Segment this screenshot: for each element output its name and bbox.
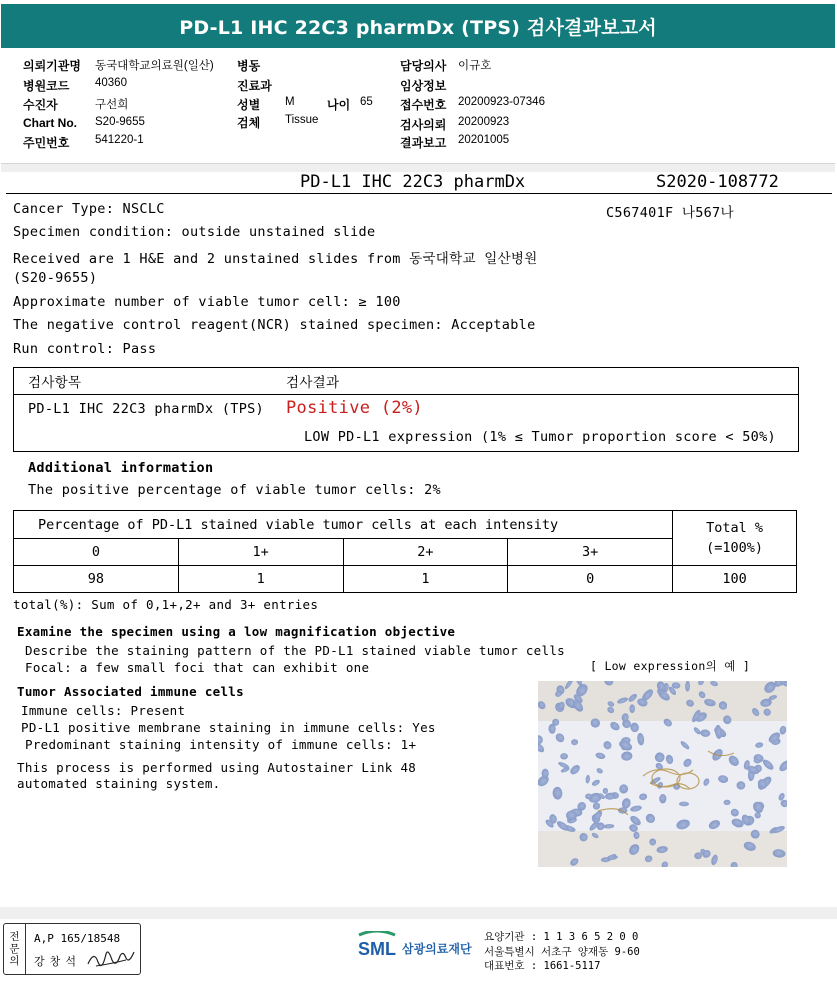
header-row-resident-no [23, 134, 144, 151]
process-line-1: This process is performed using Autostainer Link 48 [17, 760, 417, 775]
intensity-total: 100 [673, 566, 797, 593]
header-row-report-date [400, 134, 509, 151]
lab-address [484, 930, 640, 974]
total-header-line2: (=100%) [706, 540, 763, 556]
header-label: 병원코드 [23, 79, 70, 93]
header-value: M [285, 96, 295, 108]
header-label: 병동 [237, 59, 261, 73]
org-name: 삼광의료재단 [402, 942, 472, 956]
ncr-status: The negative control reagent(NCR) stained specimen: Acceptable [13, 317, 536, 333]
intensity-note: total(%): Sum of 0,1+,2+ and 3+ entries [13, 597, 319, 612]
header-value: Tissue [285, 114, 319, 126]
stamp-license: A,P 165/18548 [34, 932, 121, 945]
stamp-char: 의 [9, 955, 20, 967]
result-positive: Positive (2%) [286, 398, 423, 418]
run-control: Run control: Pass [13, 341, 157, 357]
result-table-header [14, 368, 798, 395]
cell-nucleus [629, 704, 635, 713]
header-row-physician [400, 57, 491, 74]
specimen-code: C567401F 나567나 [606, 205, 734, 221]
header-value: 65 [360, 96, 373, 108]
header-row-ward [237, 57, 285, 74]
result-item: PD-L1 IHC 22C3 pharmDx (TPS) [28, 401, 264, 417]
intensity-value: 98 [14, 566, 179, 593]
header-label: 주민번호 [23, 136, 70, 150]
intensity-value: 0 [508, 566, 673, 593]
header-label: 의뢰기관명 [23, 59, 81, 73]
address-line: 요양기관 : 1 1 3 6 5 2 0 0 [484, 931, 639, 943]
header-label: 성별 [237, 98, 261, 112]
process-line-2: automated staining system. [17, 776, 221, 791]
header-label: 나이 [327, 98, 351, 112]
intensity-level: 1+ [178, 539, 343, 566]
header-label: 검체 [237, 116, 261, 130]
report-title: PD-L1 IHC 22C3 pharmDx (TPS) 검사결과보고서 [1, 4, 835, 48]
header-value: 20200923-07346 [458, 96, 545, 108]
image-caption: [ Low expression의 예 ] [590, 659, 751, 673]
header-row-department [237, 77, 285, 94]
immune-line-2: PD-L1 positive membrane staining in immune cells: Yes [21, 720, 436, 735]
header-label: Chart No. [23, 116, 77, 130]
logo-text: SML [358, 939, 396, 959]
examine-line-1: Describe the staining pattern of the PD-L1 stained viable tumor cells [25, 643, 565, 658]
header-label: 임상정보 [400, 79, 447, 93]
header-divider [1, 164, 835, 172]
result-table [13, 367, 799, 452]
header-label: 수진자 [23, 98, 58, 112]
total-header [673, 511, 797, 566]
header-row-patient [23, 96, 128, 113]
header-label: 담당의사 [400, 59, 447, 73]
address-line: 대표번호 : 1661-5117 [484, 960, 601, 972]
pathologist-stamp [3, 923, 141, 975]
result-interpretation: LOW PD-L1 expression (1% ≤ Tumor proportion score < 50%) [304, 429, 776, 445]
header-label: 접수번호 [400, 98, 447, 112]
report-subheader [6, 172, 832, 194]
intensity-value: 1 [178, 566, 343, 593]
header-row-institution [23, 57, 214, 74]
ihc-microscopy-image [538, 681, 787, 867]
additional-info-heading: Additional information [28, 460, 214, 476]
address-line: 서울특별시 서초구 양재동 9-60 [484, 945, 640, 958]
header-row-sex [237, 96, 373, 113]
header-row-specimen [237, 114, 318, 131]
header-row-chart-no [23, 116, 145, 130]
result-col-result-header: 검사결과 [286, 375, 340, 391]
specimen-condition: Specimen condition: outside unstained slide [13, 224, 376, 240]
header-label: 진료과 [237, 79, 272, 93]
immune-heading: Tumor Associated immune cells [17, 684, 244, 699]
header-value: 40360 [95, 77, 127, 89]
result-col-item-header: 검사항목 [28, 375, 82, 391]
header-label: 검사의뢰 [400, 118, 447, 132]
test-name: PD-L1 IHC 22C3 pharmDx [300, 172, 526, 192]
intensity-level: 3+ [508, 539, 673, 566]
intensity-level: 0 [14, 539, 179, 566]
header-label: 결과보고 [400, 136, 447, 150]
examine-heading: Examine the specimen using a low magnification objective [17, 624, 456, 639]
footer-divider [0, 907, 837, 919]
sml-logo [357, 931, 483, 966]
immune-line-1: Immune cells: Present [21, 703, 186, 718]
header-value: S20-9655 [95, 116, 145, 128]
stamp-char: 전 [9, 931, 20, 943]
header-row-hospital-code [23, 77, 127, 94]
header-value: 동국대학교의료원(일산) [95, 60, 214, 72]
header-value: 20200923 [458, 116, 510, 128]
cancer-type: Cancer Type: NSCLC [13, 201, 165, 217]
immune-line-3: Predominant staining intensity of immune cells: 1+ [25, 737, 417, 752]
header-value: 541220-1 [95, 134, 144, 146]
received-slides: Received are 1 H&E and 2 unstained slides from 동국대학교 일산병원 [13, 251, 538, 267]
intensity-level: 2+ [343, 539, 508, 566]
additional-info-text: The positive percentage of viable tumor cells: 2% [28, 482, 441, 498]
header-row-clinical-info [400, 77, 458, 94]
stamp-name: 강 창 석 [34, 956, 77, 968]
header-value: 20201005 [458, 134, 510, 146]
intensity-table [13, 510, 797, 593]
stamp-side-label [4, 924, 26, 974]
chart-reference: (S20-9655) [13, 270, 98, 286]
signature-icon [86, 946, 136, 970]
intensity-table-header: Percentage of PD-L1 stained viable tumor cells at each intensity [14, 511, 673, 539]
total-header-line1: Total % [706, 520, 763, 536]
header-row-request-date [400, 116, 509, 133]
intensity-value: 1 [343, 566, 508, 593]
header-value: 이규호 [458, 60, 492, 72]
stamp-char: 문 [9, 943, 20, 955]
header-value: 구선희 [95, 99, 129, 111]
patient-header [1, 48, 835, 164]
report-number: S2020-108772 [656, 172, 779, 192]
viable-tumor-count: Approximate number of viable tumor cell: ≥ 100 [13, 294, 401, 310]
examine-line-2: Focal: a few small foci that can exhibit one [25, 660, 370, 675]
header-row-accession [400, 96, 545, 113]
